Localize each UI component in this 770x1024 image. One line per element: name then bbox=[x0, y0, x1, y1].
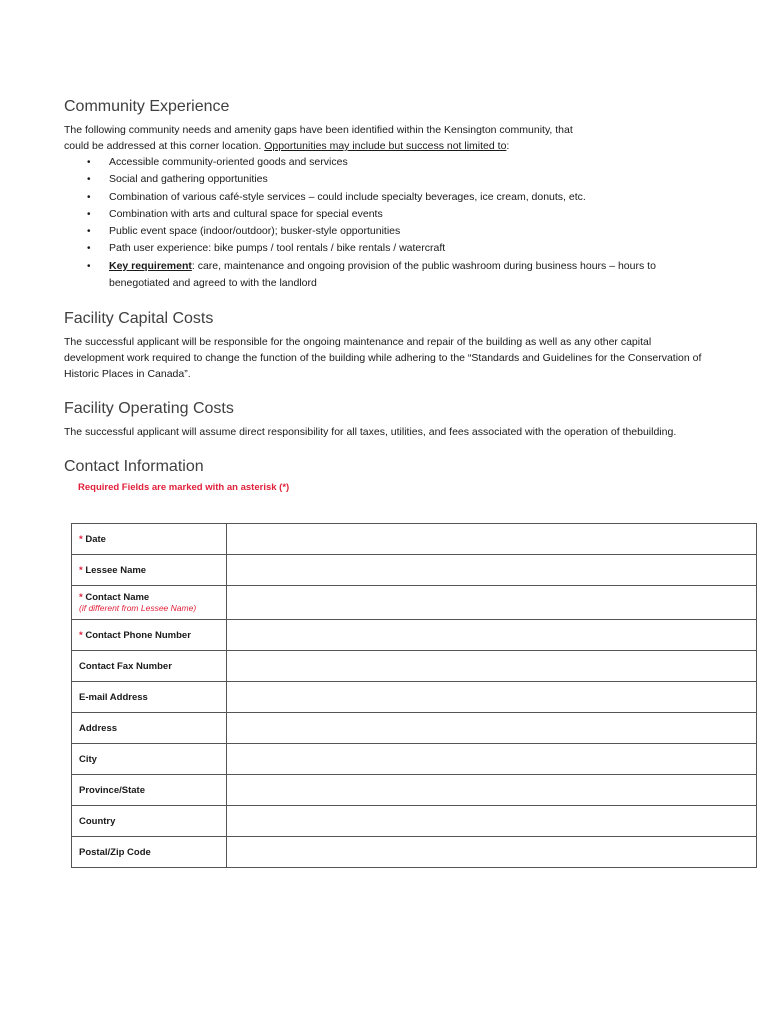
list-item-text: Accessible community-oriented goods and services bbox=[109, 156, 348, 168]
field-input[interactable] bbox=[227, 745, 756, 774]
list-item-text: Public event space (indoor/outdoor); busker-style opportunities bbox=[109, 225, 401, 238]
field-value-cell bbox=[227, 651, 757, 682]
list-item bbox=[87, 240, 714, 257]
intro-line-2: could be addressed at this corner location. bbox=[64, 140, 265, 152]
field-value-cell bbox=[227, 713, 757, 744]
field-input[interactable] bbox=[227, 556, 756, 585]
form-row bbox=[72, 682, 757, 713]
field-input[interactable] bbox=[227, 588, 756, 617]
field-value-cell bbox=[227, 586, 757, 620]
form-row bbox=[72, 555, 757, 586]
field-value-cell bbox=[227, 620, 757, 651]
needs-list bbox=[64, 154, 714, 292]
field-label-cell bbox=[72, 620, 227, 651]
intro-line-1: The following community needs and amenity gaps have been identified within the Kensington community, that bbox=[64, 124, 573, 136]
capital-heading: Facility Capital Costs bbox=[64, 310, 214, 328]
operating-heading: Facility Operating Costs bbox=[64, 400, 234, 418]
field-label-cell bbox=[72, 806, 227, 837]
field-value-cell bbox=[227, 806, 757, 837]
field-label: Contact Fax Number bbox=[79, 660, 172, 672]
field-input[interactable] bbox=[227, 621, 756, 650]
field-label: Contact Phone Number bbox=[85, 629, 191, 641]
list-item bbox=[87, 154, 714, 171]
list-item bbox=[87, 206, 714, 223]
field-value-cell bbox=[227, 744, 757, 775]
community-intro bbox=[64, 122, 714, 154]
field-label-cell bbox=[72, 555, 227, 586]
bullet-icon: • bbox=[87, 208, 91, 220]
bullet-icon: • bbox=[87, 243, 91, 255]
field-input[interactable] bbox=[227, 838, 756, 867]
list-item-text: Combination with arts and cultural space for special events bbox=[109, 207, 383, 220]
field-label-cell bbox=[72, 744, 227, 775]
list-item-key-requirement bbox=[87, 258, 714, 293]
field-label: Address bbox=[79, 722, 118, 734]
field-hint: (if different from Lessee Name) bbox=[79, 603, 197, 613]
field-value-cell bbox=[227, 555, 757, 586]
field-input[interactable] bbox=[227, 714, 756, 743]
bullet-icon: • bbox=[87, 260, 91, 272]
field-label-cell bbox=[72, 713, 227, 744]
field-label-cell bbox=[72, 651, 227, 682]
community-heading: Community Experience bbox=[64, 98, 230, 115]
field-input[interactable] bbox=[227, 807, 756, 836]
form-row bbox=[72, 713, 757, 744]
form-row bbox=[72, 620, 757, 651]
capital-text: The successful applicant will be responsible for the ongoing maintenance and repair of the building as well as any other capital development work required to change the function of the building while adhering to the “Standards and Guidelines for the Conservation of Historic Places in Canada”. bbox=[64, 336, 702, 381]
intro-underlined: Opportunities may include but success not limited to bbox=[264, 140, 507, 152]
field-value-cell bbox=[227, 837, 757, 868]
field-label-cell bbox=[72, 586, 227, 620]
required-asterisk: * bbox=[79, 564, 83, 576]
contact-form-table bbox=[71, 523, 757, 868]
document-page bbox=[64, 96, 714, 509]
field-value-cell bbox=[227, 775, 757, 806]
field-label: Date bbox=[85, 533, 106, 545]
field-value-cell bbox=[227, 682, 757, 713]
form-row bbox=[72, 524, 757, 555]
field-input[interactable] bbox=[227, 776, 756, 805]
capital-section bbox=[64, 308, 714, 382]
list-item bbox=[87, 189, 714, 206]
field-input[interactable] bbox=[227, 525, 756, 554]
intro-colon: : bbox=[506, 140, 510, 152]
key-requirement-label: Key requirement bbox=[109, 259, 192, 272]
field-label: Province/State bbox=[79, 784, 145, 796]
bullet-icon: • bbox=[87, 191, 91, 203]
form-row bbox=[72, 744, 757, 775]
field-label: Contact Name bbox=[85, 592, 150, 603]
bullet-icon: • bbox=[87, 157, 91, 168]
field-label-cell bbox=[72, 775, 227, 806]
field-label: Postal/Zip Code bbox=[79, 846, 151, 858]
operating-section bbox=[64, 398, 714, 440]
form-row bbox=[72, 651, 757, 682]
field-label: Country bbox=[79, 815, 116, 827]
key-requirement-text: : care, maintenance and ongoing provision of the public washroom during business hours – hours to benegotiated and agreed to with the landlord bbox=[109, 259, 656, 290]
field-input[interactable] bbox=[227, 652, 756, 681]
form-row bbox=[72, 806, 757, 837]
form-row bbox=[72, 775, 757, 806]
required-asterisk: * bbox=[79, 629, 83, 641]
field-input[interactable] bbox=[227, 683, 756, 712]
list-item-text: Path user experience: bike pumps / tool rentals / bike rentals / watercraft bbox=[109, 242, 446, 255]
list-item-text: Social and gathering opportunities bbox=[109, 173, 268, 186]
list-item bbox=[87, 223, 714, 240]
field-label-cell bbox=[72, 837, 227, 868]
list-item bbox=[87, 171, 714, 188]
field-label: City bbox=[79, 753, 97, 765]
contact-heading: Contact Information bbox=[64, 458, 204, 476]
required-note: Required Fields are marked with an asterisk (*) bbox=[78, 482, 290, 494]
community-section bbox=[64, 96, 714, 292]
field-label: E-mail Address bbox=[79, 691, 148, 703]
contact-section bbox=[64, 456, 714, 493]
field-label: Lessee Name bbox=[85, 564, 147, 576]
list-item-text: Combination of various café-style services – could include specialty beverages, ice cream, donuts, etc. bbox=[109, 190, 586, 203]
required-asterisk: * bbox=[79, 533, 83, 545]
field-label-cell bbox=[72, 524, 227, 555]
form-row bbox=[72, 586, 757, 620]
required-asterisk: * bbox=[79, 592, 83, 603]
field-value-cell bbox=[227, 524, 757, 555]
field-label-cell bbox=[72, 682, 227, 713]
bullet-icon: • bbox=[87, 174, 91, 186]
bullet-icon: • bbox=[87, 226, 91, 238]
operating-text: The successful applicant will assume direct responsibility for all taxes, utilities, and fees associated with the operation of thebuilding. bbox=[64, 426, 677, 439]
form-row bbox=[72, 837, 757, 868]
